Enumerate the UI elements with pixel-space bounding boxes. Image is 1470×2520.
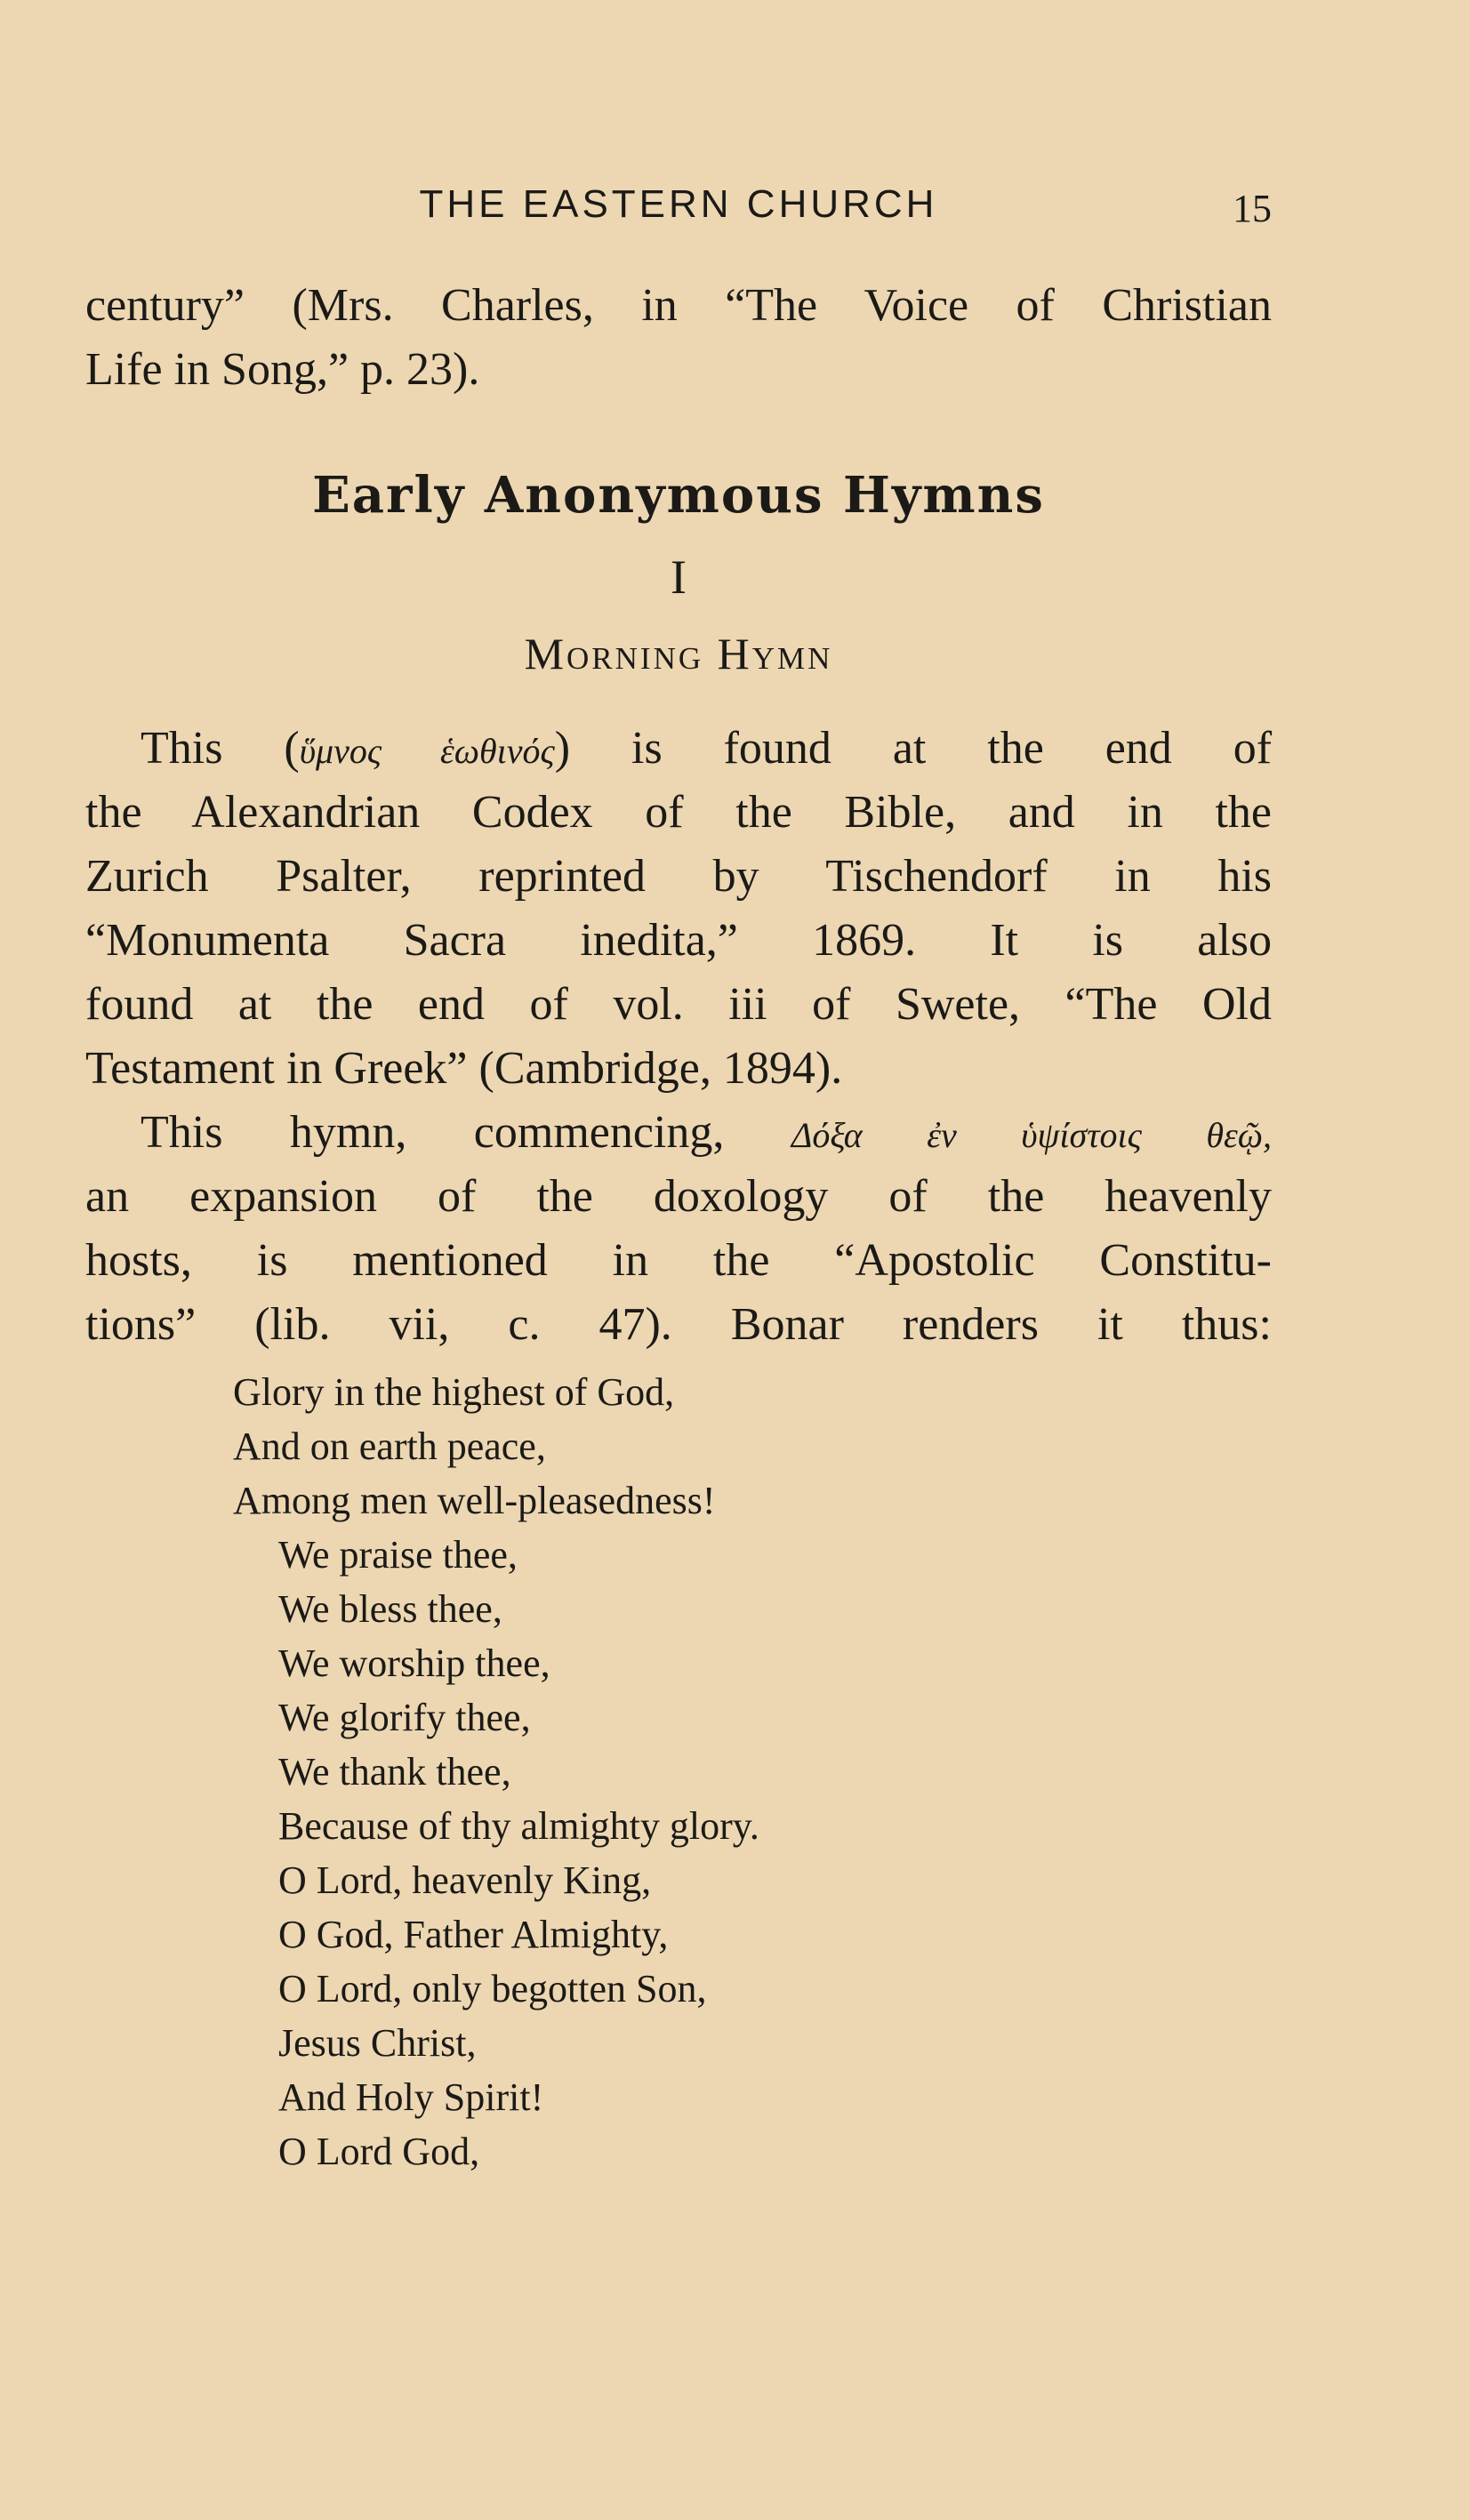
verse-line: Glory in the highest of God, <box>233 1370 675 1414</box>
paragraph2-line-4: tions” (lib. vii, c. 47). Bonar renders it thus: <box>85 1299 1272 1350</box>
paragraph1-line-5: found at the end of vol. iii of Swete, “The Old <box>85 979 1272 1030</box>
paragraph2-line-3: hosts, is mentioned in the “Apostolic Constitu- <box>85 1235 1272 1286</box>
continuation-line-2: Life in Song,” p. 23). <box>85 344 480 395</box>
verse-line: O Lord God, <box>278 2130 480 2173</box>
greek-incipit: Δόξα ἐν ὑψίστοις θεῷ, <box>791 1115 1272 1155</box>
paragraph1-line-1 <box>141 722 1272 778</box>
verse-line: We glorify thee, <box>278 1696 531 1739</box>
hymn-title: Morning Hymn <box>524 629 833 678</box>
verse-line: We worship thee, <box>278 1641 550 1685</box>
continuation-line-1: century” (Mrs. Charles, in “The Voice of Christian <box>85 280 1272 331</box>
hymn-number: I <box>671 550 687 604</box>
paragraph1-line-6: Testament in Greek” (Cambridge, 1894). <box>85 1043 843 1094</box>
verse-line: And Holy Spirit! <box>278 2075 544 2119</box>
paragraph2-line-2: an expansion of the doxology of the heavenly <box>85 1171 1272 1222</box>
paragraph2-line-1 <box>141 1106 1272 1162</box>
verse-line: Because of thy almighty glory. <box>278 1804 759 1848</box>
verse-line: Among men well-pleasedness! <box>233 1479 716 1522</box>
running-head <box>85 182 1272 236</box>
paragraph1-line-2: the Alexandrian Codex of the Bible, and in the <box>85 787 1272 838</box>
verse-line: O God, Father Almighty, <box>278 1913 669 1956</box>
verse-line: We thank thee, <box>278 1750 511 1794</box>
greek-phrase: ὕμνος ἑωθινός <box>299 731 555 771</box>
page-number: 15 <box>1233 187 1272 230</box>
paragraph1-line-3: Zurich Psalter, reprinted by Tischendorf in his <box>85 851 1272 902</box>
p1-line1-start: This ( <box>141 723 300 774</box>
p1-line1-end: ) is found at the end of <box>554 723 1273 774</box>
section-title: Early Anonymous Hymns <box>312 466 1045 525</box>
verse-line: We bless thee, <box>278 1587 502 1631</box>
verse-line: And on earth peace, <box>233 1425 546 1468</box>
paragraph1-line-4: “Monumenta Sacra inedita,” 1869. It is also <box>85 915 1272 966</box>
p2-line1-start: This hymn, commencing, <box>141 1107 725 1158</box>
running-title: THE EASTERN CHURCH <box>419 182 938 226</box>
verse-line: O Lord, only begotten Son, <box>278 1967 707 2010</box>
verse-line: Jesus Christ, <box>278 2021 477 2065</box>
verse-line: O Lord, heavenly King, <box>278 1858 652 1902</box>
verse-line: We praise thee, <box>278 1533 518 1577</box>
